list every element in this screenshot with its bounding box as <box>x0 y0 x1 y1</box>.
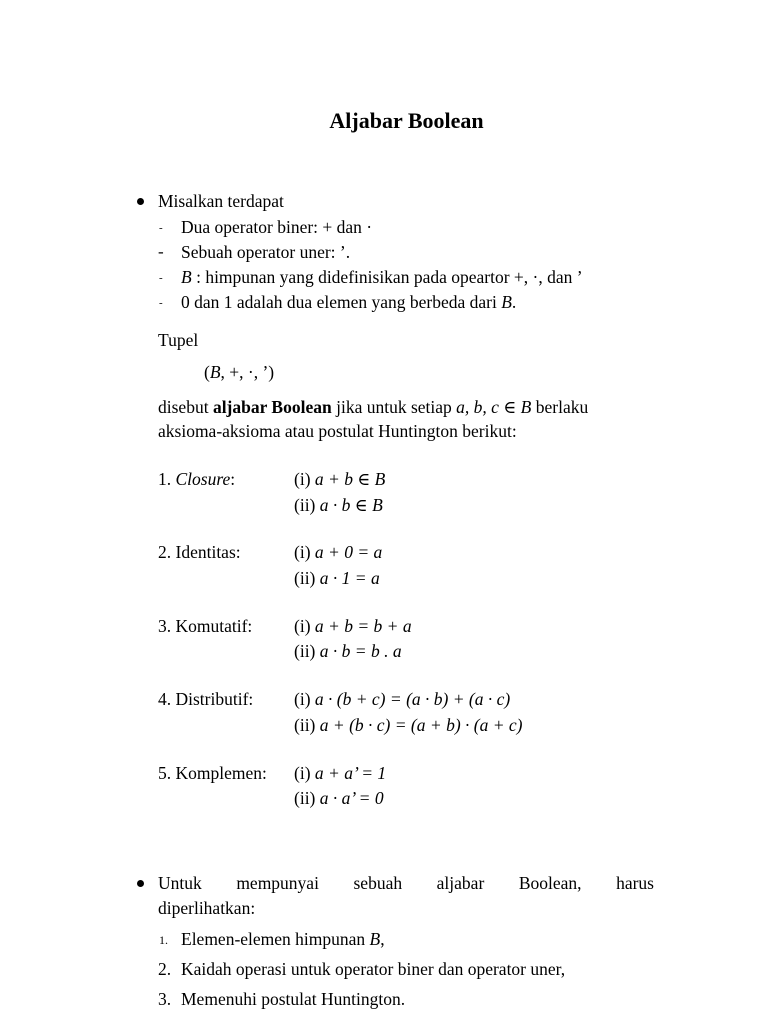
axiom-5-i-expr: a + a’ = 1 <box>314 763 387 783</box>
dash-icon: - <box>159 272 163 284</box>
tupel-label: Tupel <box>158 330 199 350</box>
intro-item-3 <box>181 267 583 288</box>
requirement-item-1-end: , <box>380 929 385 949</box>
axiom-3-ii <box>294 641 402 662</box>
axiom-5-ii-label: (ii) <box>294 788 320 808</box>
axiom-1-ii <box>294 495 383 516</box>
definition-bold: aljabar Boolean <box>212 397 332 417</box>
requirement-item-1 <box>181 929 385 950</box>
definition-line-1 <box>158 397 588 418</box>
requirement-item-2: Kaidah operasi untuk operator biner dan operator uner, <box>181 959 566 979</box>
axiom-4-ii-expr: a + (b · c) = (a + b) · (a + c) <box>319 715 523 735</box>
intro-item-4 <box>181 292 516 313</box>
tupel-expression <box>204 362 274 383</box>
definition-pre: disebut <box>158 397 213 417</box>
axiom-2-ii-expr: a · 1 = a <box>319 568 380 588</box>
axiom-2-ii <box>294 568 380 589</box>
axiom-5-ii <box>294 788 384 809</box>
axiom-2-label: 2. Identitas: <box>158 542 241 562</box>
axiom-2-i-expr: a + 0 = a <box>314 542 383 562</box>
intro-item-2: Sebuah operator uner: ’. <box>181 242 351 262</box>
axiom-5-i-label: (i) <box>294 763 315 783</box>
list-number: 1. <box>159 933 168 947</box>
var-b: B <box>181 267 192 287</box>
axiom-1-name: Closure <box>175 469 231 489</box>
requirements-lead-line-1: Untuk mempunyai sebuah aljabar Boolean, harus <box>158 873 654 893</box>
axiom-1-ii-label: (ii) <box>294 495 320 515</box>
axiom-3-i <box>294 616 412 637</box>
requirements-lead-line-2: diperlihatkan: <box>158 898 256 918</box>
axiom-5-label: 5. Komplemen: <box>158 763 267 783</box>
var-b: B <box>369 929 381 949</box>
axiom-3-i-expr: a + b = b + a <box>314 616 412 636</box>
list-number: 3. <box>158 989 172 1009</box>
axiom-1-i <box>294 469 385 490</box>
definition-post: berlaku <box>531 397 589 417</box>
var-b: B <box>501 292 512 312</box>
list-number: 2. <box>158 959 172 979</box>
axiom-4-i-label: (i) <box>294 689 315 709</box>
axiom-4-i-expr: a · (b + c) = (a · b) + (a · c) <box>314 689 511 709</box>
intro-lead: Misalkan terdapat <box>158 191 284 211</box>
axiom-3-i-label: (i) <box>294 616 315 636</box>
definition-vars: a, b, c <box>456 397 499 417</box>
var-b: B <box>209 362 221 382</box>
dash-icon: - <box>159 222 163 234</box>
dash-icon: - <box>159 297 163 309</box>
intro-item-4-end: . <box>511 292 517 312</box>
requirement-item-3: Memenuhi postulat Huntington. <box>181 989 406 1009</box>
axiom-5-ii-expr: a · a’ = 0 <box>319 788 384 808</box>
axiom-3-ii-label: (ii) <box>294 641 320 661</box>
intro-item-4-text: 0 dan 1 adalah dua elemen yang berbeda dari <box>181 292 502 312</box>
axiom-1-num: 1. <box>158 469 176 489</box>
definition-mid: jika untuk setiap <box>331 397 457 417</box>
intro-item-3-text: : himpunan yang didefinisikan pada opeartor +, ·, dan ’ <box>191 267 583 287</box>
axiom-3-label: 3. Komutatif: <box>158 616 253 636</box>
axiom-4-ii <box>294 715 523 736</box>
axiom-1-label <box>158 469 235 490</box>
axiom-2-i <box>294 542 382 563</box>
bullet-icon <box>137 198 144 205</box>
definition-member: ∈ <box>498 397 521 417</box>
page-title: Aljabar Boolean <box>329 108 484 133</box>
requirement-item-1-text: Elemen-elemen himpunan <box>181 929 370 949</box>
axiom-1-ii-expr: a · b ∈ B <box>319 495 383 515</box>
definition-set: B <box>520 397 532 417</box>
axiom-4-i <box>294 689 510 710</box>
axiom-5-i <box>294 763 386 784</box>
axiom-2-ii-label: (ii) <box>294 568 320 588</box>
axiom-2-i-label: (i) <box>294 542 315 562</box>
definition-line-2: aksioma-aksioma atau postulat Huntington berikut: <box>158 421 517 441</box>
dash-icon: - <box>158 242 164 261</box>
axiom-1-i-label: (i) <box>294 469 315 489</box>
bullet-icon <box>137 880 144 887</box>
axiom-4-ii-label: (ii) <box>294 715 320 735</box>
axiom-1-tail: : <box>230 469 236 489</box>
intro-item-1: Dua operator biner: + dan · <box>181 217 373 237</box>
axiom-4-label: 4. Distributif: <box>158 689 254 709</box>
tupel-rest: , +, ·, ’) <box>220 362 275 382</box>
axiom-3-ii-expr: a · b = b . a <box>319 641 402 661</box>
axiom-1-i-expr: a + b ∈ B <box>314 469 386 489</box>
tupel-open: ( <box>204 362 210 382</box>
